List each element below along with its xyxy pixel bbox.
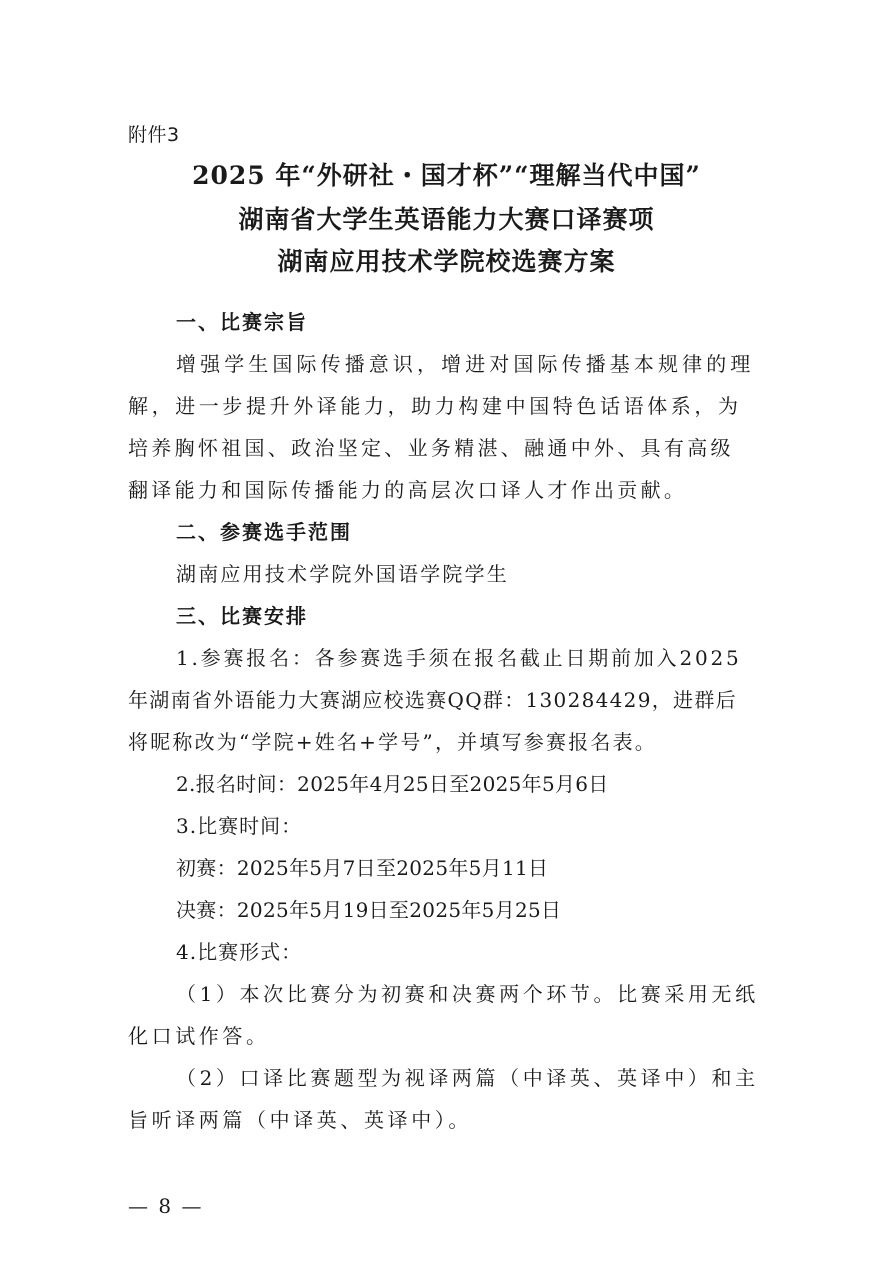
paragraph-line: 湖南应用技术学院外国语学院学生: [176, 562, 509, 586]
paragraph-line: 4.比赛形式：: [176, 940, 303, 964]
paragraph-line: （2）口译比赛题型为视译两篇（中译英、英译中）和主: [176, 1066, 759, 1090]
section-heading-participants: 二、参赛选手范围: [176, 520, 352, 544]
paragraph-line: 化口试作答。: [128, 1024, 270, 1048]
paragraph-line: （1）本次比赛分为初赛和决赛两个环节。比赛采用无纸: [176, 982, 759, 1006]
paragraph-line: 培养胸怀祖国、政治坚定、业务精湛、融通中外、具有高级: [128, 436, 734, 460]
title-line-2: 湖南省大学生英语能力大赛口译赛项: [238, 205, 655, 234]
paragraph-line: 初赛：2025年5月7日至2025年5月11日: [176, 856, 549, 880]
title-line-3: 湖南应用技术学院校选赛方案: [277, 247, 616, 276]
paragraph-line: 决赛：2025年5月19日至2025年5月25日: [176, 898, 562, 922]
paragraph-line: 将昵称改为“学院+姓名+学号”，并填写参赛报名表。: [128, 730, 657, 754]
paragraph-line: 旨听译两篇（中译英、英译中）。: [128, 1108, 472, 1132]
page-number: — 8 —: [128, 1194, 204, 1218]
section-heading-purpose: 一、比赛宗旨: [176, 310, 308, 334]
paragraph-line: 增强学生国际传播意识，增进对国际传播基本规律的理: [176, 352, 755, 376]
paragraph-line: 1.参赛报名：各参赛选手须在报名截止日期前加入2025: [176, 646, 742, 670]
paragraph-line: 翻译能力和国际传播能力的高层次口译人才作出贡献。: [128, 478, 688, 502]
title-line-1: 2025 年“外研社・国才杯”“理解当代中国”: [192, 161, 701, 190]
paragraph-line: 解，进一步提升外译能力，助力构建中国特色话语体系，为: [128, 394, 742, 418]
paragraph-line: 2.报名时间：2025年4月25日至2025年5月6日: [176, 772, 609, 796]
paragraph-line: 年湖南省外语能力大赛湖应校选赛QQ群：130284429，进群后: [128, 688, 737, 712]
paragraph-line: 3.比赛时间：: [176, 814, 303, 838]
attachment-label: 附件3: [128, 124, 180, 146]
section-heading-schedule: 三、比赛安排: [176, 604, 308, 628]
